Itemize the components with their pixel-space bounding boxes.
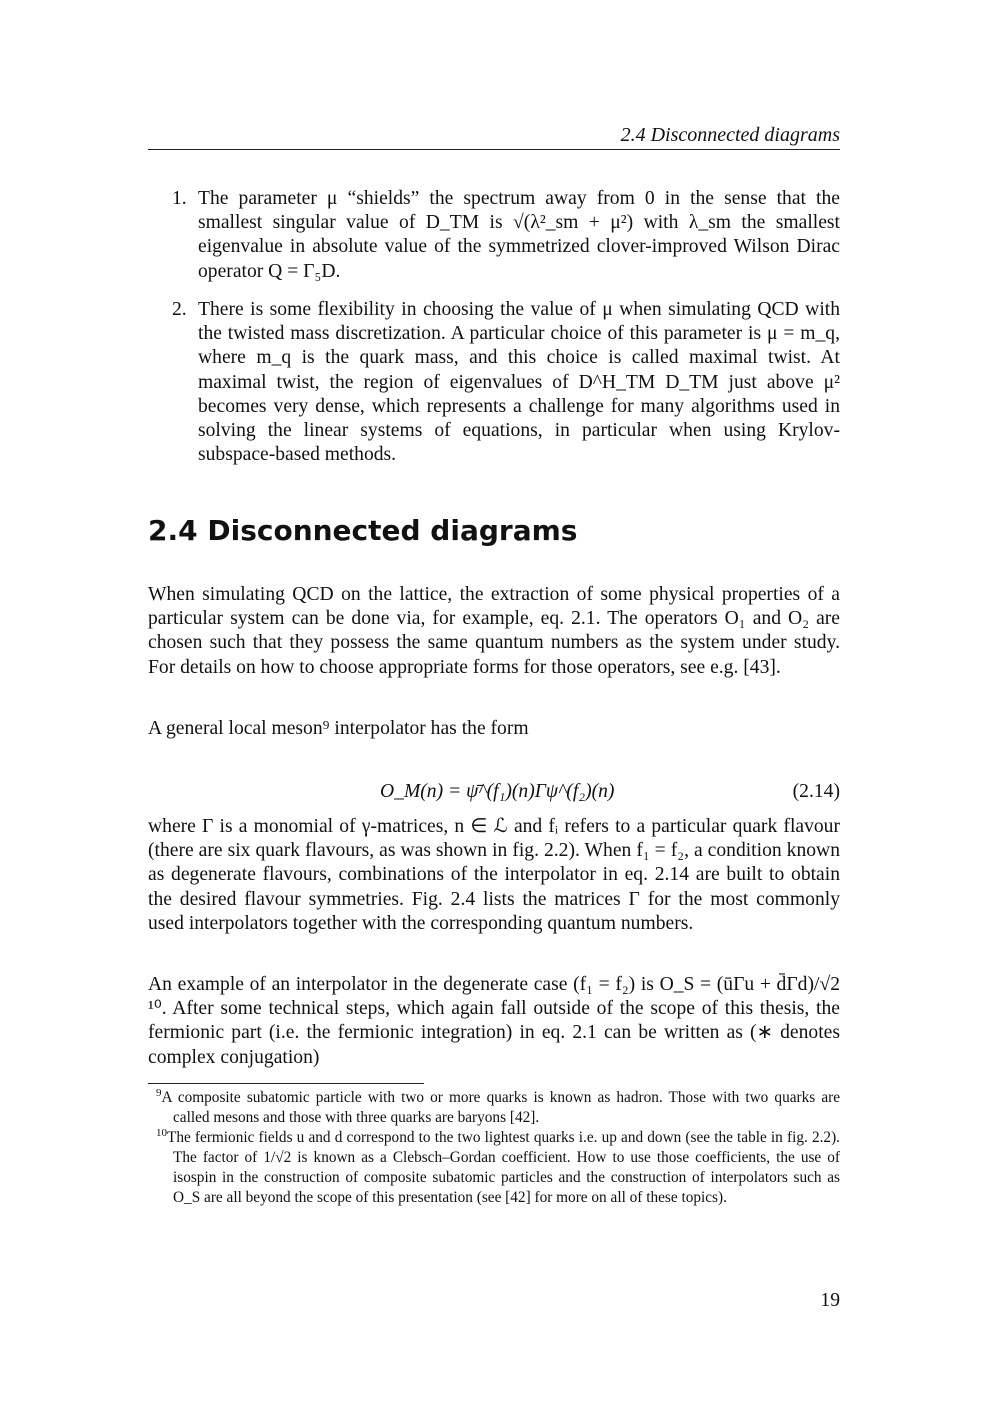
list-item-number: 1. — [172, 188, 187, 209]
list-item-text: The parameter μ “shields” the spectrum away from 0 in the sense that the smallest singular value of D_TM is √(λ²_sm + μ²) with λ_sm the smallest eigenvalue in absolute value of the symmetrized clover-improved Wilson Dirac operator Q = Γ₅D. — [198, 188, 840, 282]
equation — [148, 778, 840, 806]
list-item-number: 2. — [172, 299, 187, 320]
list-item-text: There is some flexibility in choosing the value of μ when simulating QCD with the twisted mass discretization. A particular choice of this parameter is μ = m_q, where m_q is the quark mass, and this choice is called maximal twist. At maximal twist, the region of eigenvalues of D^H_TM D_TM just above μ² becomes very dense, which represents a challenge for many algorithms used in solving the linear systems of equations, in particular when using Krylov-subspace-based methods. — [198, 299, 840, 466]
footnote-text: The fermionic fields u and d correspond to the two lightest quarks i.e. up and down (see the table in fig. 2.2). The factor of 1/√2 is known as a Clebsch–Gordan coefficient. How to use those coefficients, the use of isospin in the construction of composite subatomic particles and the construction of interpolators such as O_S are all beyond the scope of this presentation (see [42] for more on all of these topics). — [167, 1129, 840, 1206]
body-paragraph: An example of an interpolator in the degenerate case (f₁ = f₂) is O_S = (ūΓu + d̄Γd)/√2 ¹⁰. After some technical steps, which again fall outside of the scope of this thesis, the fermionic part (i.e. the fermionic integration) in eq. 2.1 can be written as (∗ denotes complex conjugation) — [148, 974, 840, 1068]
list-item — [172, 187, 840, 284]
running-head: 2.4 Disconnected diagrams — [148, 121, 840, 150]
footnote — [148, 1088, 840, 1128]
body-paragraph: When simulating QCD on the lattice, the extraction of some physical properties of a particular system can be done via, for example, eq. 2.1. The operators O₁ and O₂ are chosen such that they possess the same quantum numbers as the system under study. For details on how to choose appropriate forms for those operators, see e.g. [43]. — [148, 584, 840, 678]
footnote — [148, 1128, 840, 1208]
footnote-text: A composite subatomic particle with two or more quarks is known as hadron. Those with two quarks are called mesons and those with three quarks are baryons [42]. — [161, 1089, 840, 1126]
footnote-mark: 9 — [156, 1086, 162, 1099]
footnote-divider — [148, 1083, 424, 1084]
page-number: 19 — [820, 1290, 840, 1311]
list-item — [172, 298, 840, 467]
equation-number: (2.14) — [792, 781, 840, 802]
body-paragraph: A general local meson⁹ interpolator has the form — [148, 718, 529, 739]
footnote-mark: 10 — [156, 1126, 167, 1139]
section-title: 2.4 Disconnected diagrams — [148, 514, 578, 547]
body-paragraph: where Γ is a monomial of γ-matrices, n ∈ ℒ and fᵢ refers to a particular quark flavour (there are six quark flavours, as was shown in fig. 2.2). When f₁ = f₂, a condition known as degenerate flavours, combinations of the interpolator in eq. 2.14 are built to obtain the desired flavour symmetries. Fig. 2.4 lists the matrices Γ for the most commonly used interpolators together with the corresponding quantum numbers. — [148, 816, 840, 934]
equation-body: O_M(n) = ψ̄^(f₁)(n)Γψ^(f₂)(n) — [380, 781, 615, 802]
